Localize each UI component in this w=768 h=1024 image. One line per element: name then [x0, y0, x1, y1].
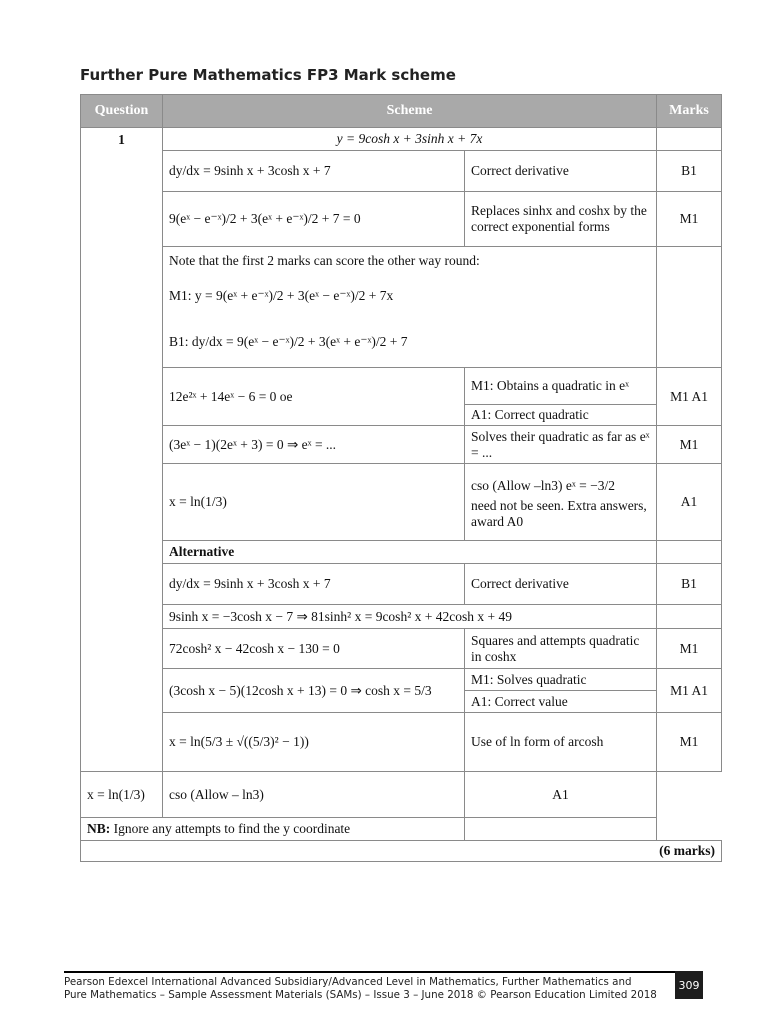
table-row	[81, 772, 722, 818]
table-row	[81, 192, 722, 247]
footer-divider	[64, 971, 676, 973]
note-block	[163, 247, 657, 368]
total-marks: (6 marks)	[81, 841, 722, 862]
scheme-cell: dy/dx = 9sinh x + 3cosh x + 7	[163, 151, 465, 192]
table-row	[81, 541, 722, 564]
table-row	[81, 368, 722, 405]
marks-cell: M1	[657, 192, 722, 247]
scheme-cell: dy/dx = 9sinh x + 3cosh x + 7	[163, 564, 465, 605]
marks-cell: B1	[657, 564, 722, 605]
nb-label: NB:	[87, 821, 111, 836]
note-cell: A1: Correct value	[465, 691, 657, 713]
question-number: 1	[81, 128, 163, 772]
note-line: Note that the first 2 marks can score the other way round:	[169, 253, 480, 268]
scheme-cell: 9sinh x = −3cosh x − 7 ⇒ 81sinh² x = 9cosh² x + 42cosh x + 49	[163, 605, 657, 629]
marks-cell: A1	[657, 464, 722, 541]
marks-cell: M1	[657, 713, 722, 772]
marks-cell: B1	[657, 151, 722, 192]
scheme-cell: (3cosh x − 5)(12cosh x + 13) = 0 ⇒ cosh x = 5/3	[163, 669, 465, 713]
table-row	[81, 605, 722, 629]
note-cell: M1: Solves quadratic	[465, 669, 657, 691]
note-cell: Replaces sinhx and coshx by the correct exponential forms	[465, 192, 657, 247]
table-row	[81, 128, 722, 151]
note-cell: cso (Allow – ln3)	[163, 772, 465, 818]
note-cell: Correct derivative	[465, 151, 657, 192]
table-row	[81, 151, 722, 192]
marks-cell: M1 A1	[657, 368, 722, 426]
marks-cell	[657, 541, 722, 564]
scheme-cell: 72cosh² x − 42cosh x − 130 = 0	[163, 629, 465, 669]
note-cell: A1: Correct quadratic	[465, 405, 657, 426]
header-scheme: Scheme	[163, 95, 657, 128]
note-cell: Use of ln form of arcosh	[465, 713, 657, 772]
table-row	[81, 629, 722, 669]
table-row	[81, 713, 722, 772]
scheme-cell: x = ln(5/3 ± √((5/3)² − 1))	[163, 713, 465, 772]
note-line: B1: dy/dx = 9(eˣ − e⁻ˣ)/2 + 3(eˣ + e⁻ˣ)/2 + 7	[169, 334, 408, 349]
mark-scheme-table	[80, 94, 722, 862]
note-line: M1: y = 9(eˣ + e⁻ˣ)/2 + 3(eˣ − e⁻ˣ)/2 + 7x	[169, 288, 394, 303]
header-marks: Marks	[657, 95, 722, 128]
scheme-cell: 12e²ˣ + 14eˣ − 6 = 0 oe	[163, 368, 465, 426]
scheme-cell: x = ln(1/3)	[163, 464, 465, 541]
note-cell	[465, 464, 657, 541]
nb-text: Ignore any attempts to find the y coordinate	[113, 821, 351, 836]
marks-cell	[657, 605, 722, 629]
footer-line: Pearson Edexcel International Advanced Subsidiary/Advanced Level in Mathematics, Further Mathematics and	[64, 976, 632, 988]
scheme-cell: 9(eˣ − e⁻ˣ)/2 + 3(eˣ + e⁻ˣ)/2 + 7 = 0	[163, 192, 465, 247]
marks-cell: A1	[465, 772, 657, 818]
page-title: Further Pure Mathematics FP3 Mark scheme	[80, 66, 456, 84]
table-row	[81, 818, 722, 841]
table-header-row	[81, 95, 722, 128]
marks-cell: M1	[657, 629, 722, 669]
marks-cell	[465, 818, 657, 841]
table-row	[81, 669, 722, 691]
table-row	[81, 426, 722, 464]
header-question: Question	[81, 95, 163, 128]
scheme-cell: y = 9cosh x + 3sinh x + 7x	[163, 128, 657, 151]
note-cell: Correct derivative	[465, 564, 657, 605]
table-row	[81, 464, 722, 541]
note-cell: Squares and attempts quadratic in coshx	[465, 629, 657, 669]
note-cell: Solves their quadratic as far as eˣ = ...	[465, 426, 657, 464]
marks-cell	[657, 128, 722, 151]
marks-cell: M1	[657, 426, 722, 464]
marks-cell: M1 A1	[657, 669, 722, 713]
table-row	[81, 564, 722, 605]
note-line: need not be seen. Extra answers, award A0	[471, 498, 647, 529]
total-row	[81, 841, 722, 862]
note-cell: M1: Obtains a quadratic in eˣ	[465, 368, 657, 405]
nb-cell	[81, 818, 465, 841]
page-number: 309	[675, 971, 703, 999]
footer-line: Pure Mathematics – Sample Assessment Materials (SAMs) – Issue 3 – June 2018 © Pearson Education Limited 2018	[64, 989, 657, 1001]
note-line: cso (Allow –ln3) eˣ = −3/2	[471, 478, 615, 493]
scheme-cell: x = ln(1/3)	[81, 772, 163, 818]
scheme-cell: (3eˣ − 1)(2eˣ + 3) = 0 ⇒ eˣ = ...	[163, 426, 465, 464]
alternative-label: Alternative	[163, 541, 657, 564]
footer	[64, 976, 664, 1002]
marks-cell	[657, 247, 722, 368]
table-row	[81, 247, 722, 368]
